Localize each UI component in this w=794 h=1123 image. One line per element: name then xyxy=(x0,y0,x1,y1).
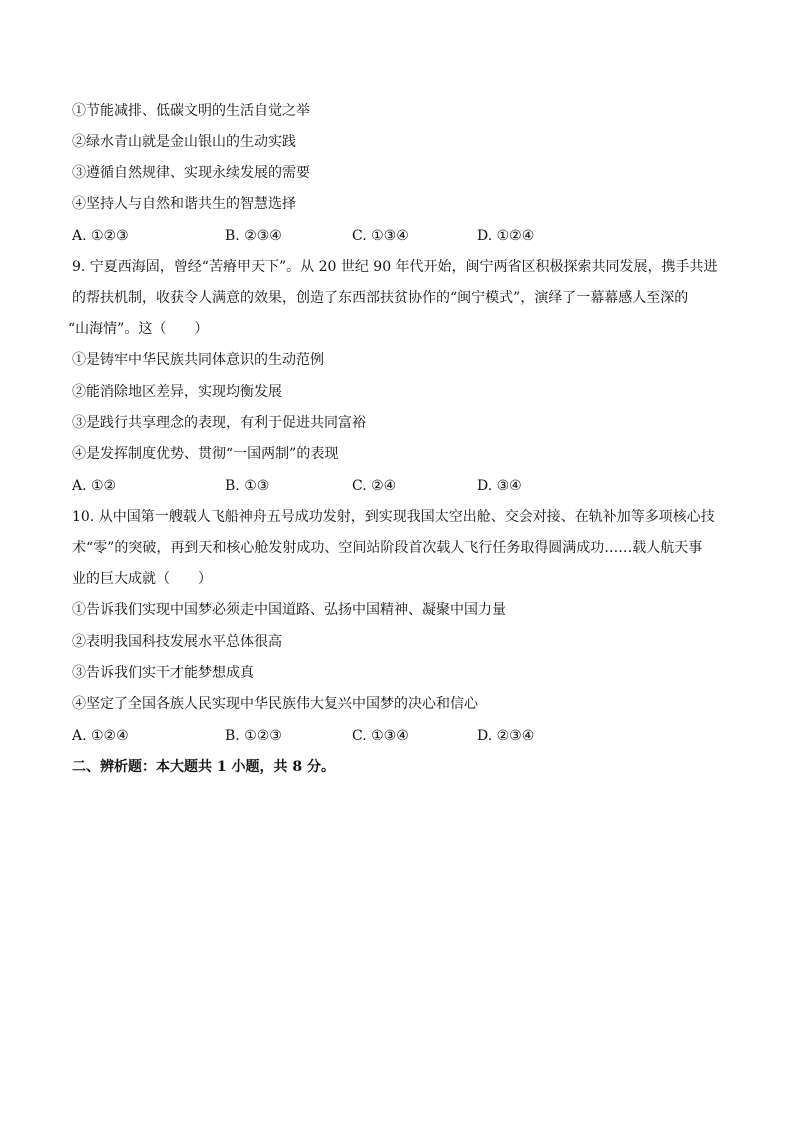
q9-item-4: ④是发挥制度优势、贯彻“一国两制”的表现 xyxy=(72,446,339,462)
q10-item-1: ①告诉我们实现中国梦必须走中国道路、弘扬中国精神、凝聚中国力量 xyxy=(72,602,506,618)
q9-stem-line-1: 9. 宁夏西海固，曾经“苦瘠甲天下”。从 20 世纪 90 年代开始，闽宁两省区积极探索共同发展，携手共进 xyxy=(72,259,718,275)
q10-stem-line-3: 业的巨大成就（ ） xyxy=(72,571,212,587)
q9-option-d: D. ③④ xyxy=(477,478,522,494)
q10-item-3: ③告诉我们实干才能梦想成真 xyxy=(72,665,254,681)
q9-option-c: C. ②④ xyxy=(352,478,397,494)
section-2-heading: 二、辨析题：本大题共 1 小题，共 8 分。 xyxy=(72,759,335,775)
q9-item-3: ③是践行共享理念的表现，有利于促进共同富裕 xyxy=(72,415,366,431)
q8-item-1: ①节能减排、低碳文明的生活自觉之举 xyxy=(72,103,310,119)
q8-option-d: D. ①②④ xyxy=(477,228,535,244)
q8-item-3: ③遵循自然规律、实现永续发展的需要 xyxy=(72,165,310,181)
q8-option-a: A. ①②③ xyxy=(72,228,129,244)
q9-stem-line-3: “山海情”。这（ ） xyxy=(68,321,209,337)
q10-stem-line-1: 10. 从中国第一艘载人飞船神舟五号成功发射，到实现我国太空出舱、交会对接、在轨补加等多项核心技 xyxy=(72,509,715,525)
q10-item-4: ④坚定了全国各族人民实现中华民族伟大复兴中国梦的决心和信心 xyxy=(72,696,478,712)
q9-item-1: ①是铸牢中华民族共同体意识的生动范例 xyxy=(72,352,324,368)
q8-options xyxy=(72,226,722,246)
q10-item-2: ②表明我国科技发展水平总体很高 xyxy=(72,634,282,650)
q10-option-a: A. ①②④ xyxy=(72,728,129,744)
q9-option-a: A. ①② xyxy=(72,478,117,494)
q8-option-b: B. ②③④ xyxy=(225,228,282,244)
q9-option-b: B. ①③ xyxy=(225,478,270,494)
q10-option-d: D. ②③④ xyxy=(477,728,535,744)
q9-stem-line-2: 的帮扶机制，收获令人满意的效果，创造了东西部扶贫协作的“闽宁模式”，演绎了一幕幕感人至深的 xyxy=(72,290,689,306)
q10-option-c: C. ①③④ xyxy=(352,728,409,744)
q8-option-c: C. ①③④ xyxy=(352,228,409,244)
q8-item-4: ④坚持人与自然和谐共生的智慧选择 xyxy=(72,196,296,212)
q10-options xyxy=(72,726,722,746)
q10-option-b: B. ①②③ xyxy=(225,728,282,744)
q9-item-2: ②能消除地区差异，实现均衡发展 xyxy=(72,384,282,400)
q10-stem-line-2: 术“零”的突破，再到天和核心舱发射成功、空间站阶段首次载人飞行任务取得圆满成功……载人航天事 xyxy=(72,540,703,556)
q9-options xyxy=(72,476,722,496)
q8-item-2: ②绿水青山就是金山银山的生动实践 xyxy=(72,134,296,150)
